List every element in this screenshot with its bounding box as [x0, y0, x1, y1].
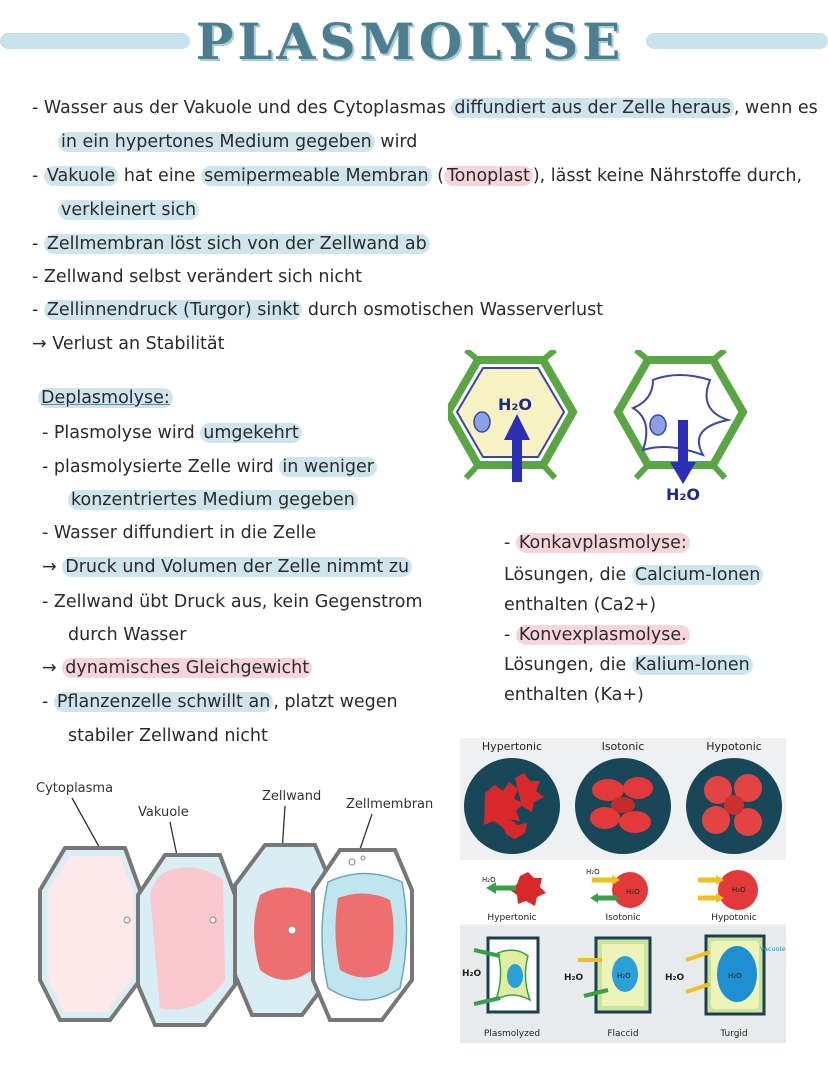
bottom-label-flaccid: Flaccid	[607, 1029, 639, 1039]
deplasmolyse-line-5: → Druck und Volumen der Zelle nimmt zu	[42, 556, 412, 578]
svg-text:H₂O: H₂O	[665, 973, 685, 983]
page-title: PLASMOLYSE	[195, 12, 625, 71]
top-label-isotonic: Isotonic	[601, 740, 645, 753]
intro-line-8: → Verlust an Stabilität	[32, 334, 225, 354]
svg-text:H₂O: H₂O	[586, 868, 600, 876]
types-line-1: - Konkavplasmolyse:	[504, 532, 690, 554]
deplasmolyse-line-6: - Zellwand übt Druck aus, kein Gegenstrom	[42, 592, 423, 612]
label-zellwand: Zellwand	[262, 789, 322, 804]
mid-label-hypertonic: Hypertonic	[487, 913, 537, 923]
title-decoration-left	[0, 33, 190, 49]
label-zellmembran: Zellmembran	[346, 797, 434, 812]
intro-line-6: - Zellwand selbst verändert sich nicht	[32, 267, 362, 287]
stage-2-cell	[138, 855, 235, 1025]
deplasmolyse-line-7: durch Wasser	[68, 625, 187, 645]
rbc-hypertonic	[464, 758, 560, 854]
h2o-bottom-label: H₂O	[666, 485, 700, 504]
svg-text:H₂O: H₂O	[728, 972, 742, 980]
mid-label-isotonic: Isotonic	[605, 913, 641, 923]
intro-line-4: verkleinert sich	[58, 199, 199, 221]
osmosis-cell-diagram	[448, 350, 758, 510]
title-decoration-right	[646, 33, 828, 49]
rbc-hypotonic	[686, 758, 782, 854]
stage-1-cell	[40, 848, 140, 1020]
svg-text:H₂O: H₂O	[626, 888, 640, 896]
svg-text:H₂O: H₂O	[617, 972, 631, 980]
bottom-label-plasmolyzed: Plasmolyzed	[483, 1029, 541, 1039]
types-line-5: Lösungen, die Kalium-Ionen	[504, 654, 753, 676]
intro-line-5: - Zellmembran löst sich von der Zellwand ab	[32, 233, 430, 255]
svg-text:H₂O: H₂O	[564, 973, 584, 983]
svg-text:H₂O: H₂O	[462, 969, 482, 979]
stage-4-cell	[313, 850, 412, 1020]
svg-text:H₂O: H₂O	[732, 886, 746, 894]
label-vakuole: Vakuole	[138, 805, 189, 820]
intro-line-3: - Vakuole hat eine semipermeable Membran ( Tonoplast ), lässt keine Nährstoffe durch,	[32, 166, 803, 186]
mid-label-hypotonic: Hypotonic	[711, 913, 757, 923]
types-line-3: enthalten (Ca2+)	[504, 595, 657, 615]
types-line-4: - Konvexplasmolyse.	[504, 624, 690, 646]
svg-text:H₂O: H₂O	[482, 876, 496, 884]
deplasmolyse-line-3: konzentriertes Medium gegeben	[68, 489, 358, 511]
intro-line-1: - Wasser aus der Vakuole und des Cytoplasmas diffundiert aus der Zelle heraus , wenn es	[32, 98, 818, 118]
types-line-2: Lösungen, die Calcium-Ionen	[504, 564, 763, 586]
types-line-6: enthalten (Ka+)	[504, 685, 644, 705]
intro-line-7: - Zellinnendruck (Turgor) sinkt durch osmotischen Wasserverlust	[32, 300, 604, 320]
vacuole-label: Vacuole	[760, 945, 786, 953]
deplasmolyse-heading: Deplasmolyse:	[38, 387, 173, 409]
turgid-cell	[448, 350, 573, 482]
rbc-isotonic	[575, 758, 671, 854]
bottom-label-turgid: Turgid	[720, 1029, 748, 1039]
top-label-hypertonic: Hypertonic	[481, 740, 543, 753]
deplasmolyse-line-10: stabiler Zellwand nicht	[68, 726, 268, 746]
top-label-hypotonic: Hypotonic	[706, 740, 762, 753]
deplasmolyse-line-8: → dynamisches Gleichgewicht	[42, 657, 312, 679]
deplasmolyse-line-1: - Plasmolyse wird umgekehrt	[42, 422, 302, 444]
deplasmolyse-line-9: - Pflanzenzelle schwillt an , platzt wegen	[42, 692, 398, 712]
deplasmolyse-line-2: - plasmolysierte Zelle wird in weniger	[42, 456, 377, 478]
plasmolysed-cell	[618, 350, 743, 504]
intro-line-2: in ein hypertones Medium gegeben wird	[58, 131, 417, 153]
tonicity-figure	[460, 738, 786, 1043]
label-cytoplasma: Cytoplasma	[36, 781, 114, 796]
plasmolysis-stages-diagram	[20, 770, 440, 1040]
deplasmolyse-line-4: - Wasser diffundiert in die Zelle	[42, 523, 317, 543]
h2o-top-label: H₂O	[498, 395, 532, 414]
